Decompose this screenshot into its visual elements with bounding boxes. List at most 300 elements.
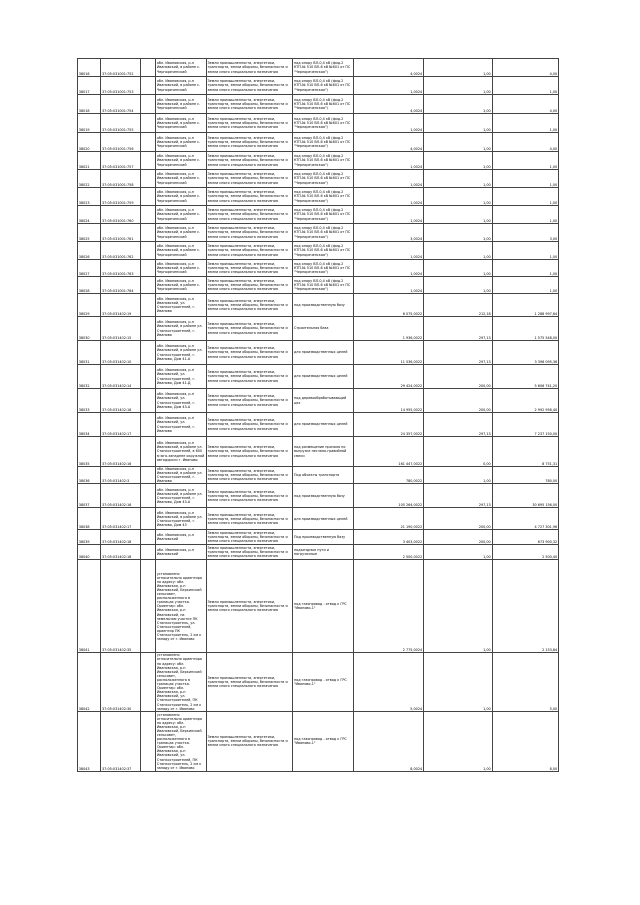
land-category-cell-text: Земли промышленности, энергетики, транспорта, земли обороны, безопасности и земли иного специального назначения	[207, 489, 288, 502]
land-category-cell	[206, 59, 292, 77]
row-index-cell	[78, 653, 101, 711]
rate-cell	[423, 508, 492, 530]
permitted-use-cell	[293, 560, 354, 653]
address-cell-text: обл. Ивановская, р-н Ивановский	[156, 533, 195, 542]
address-cell	[156, 206, 207, 224]
address-cell	[156, 653, 207, 711]
rate-cell-text: 1,00	[483, 288, 491, 293]
permitted-use-cell-text: под опору ВЛ-0,4 кВ (фид.2 КТП-№ 510 ВЛ-6 кВ №601 от ПС "Чернореченская")	[293, 278, 351, 292]
area-cell	[354, 508, 424, 530]
area-cell	[354, 77, 424, 95]
empty-cell	[141, 277, 156, 294]
rate-cell	[423, 437, 492, 467]
amount-cell-text: 2 153,84	[542, 648, 558, 653]
rate-cell-text: 297,13	[478, 335, 491, 340]
rate-cell	[423, 711, 492, 771]
permitted-use-cell-text: под производственную базу	[293, 493, 345, 498]
address-cell	[156, 114, 207, 133]
address-cell-text: обл. Ивановская, р-н Ивановский, в районе ул. Станкостроителей, г. Иваново, Дом 43	[156, 510, 203, 527]
rate-cell-text: 1,00	[483, 71, 491, 76]
land-category-cell	[206, 389, 292, 413]
cadastral-number-cell-text: 37:05:031001:757	[102, 164, 134, 169]
permitted-use-cell-text: Под объекты транспорта	[293, 473, 340, 478]
land-category-cell-text: Земли промышленности, энергетики, транспорта, земли обороны, безопасности и земли иного специального назначения	[207, 244, 288, 257]
table-row	[78, 242, 559, 260]
address-cell-text: обл. Ивановская, р-н Ивановский, в районе ул. Станкостроителей, г. Иваново, Дом 43-А	[156, 487, 203, 504]
cadastral-number-cell-text: 37:05:031001:761	[102, 236, 134, 241]
address-cell	[156, 711, 207, 771]
cadastral-number-cell	[101, 317, 141, 341]
row-index-cell-text: 38041	[78, 648, 90, 653]
amount-cell-text: 1,00	[549, 271, 558, 276]
table-row	[78, 294, 559, 317]
row-index-cell	[78, 545, 101, 560]
amount-cell-text: 1,00	[549, 288, 558, 293]
empty-cell	[141, 294, 156, 317]
address-cell	[156, 484, 207, 508]
area-cell	[354, 277, 424, 294]
area-cell-text: 24 357,0022	[400, 431, 423, 436]
rate-cell-text: 1,00	[483, 271, 491, 276]
land-category-cell-text: Земли промышленности, энергетики, транспорта, земли обороны, безопасности и земли иного специального назначения	[207, 61, 288, 74]
amount-cell-text: 8,00	[549, 766, 558, 771]
area-cell-text: 1,0024	[410, 271, 423, 276]
amount-cell-text: 4,00	[549, 108, 558, 113]
row-index-cell-text: 38028	[78, 288, 90, 293]
empty-cell	[141, 545, 156, 560]
area-cell-text: 3 403,0022	[402, 540, 423, 545]
address-cell	[156, 260, 207, 277]
rate-cell	[423, 152, 492, 170]
land-category-cell-text: Земли промышленности, энергетики, транспорта, земли обороны, безопасности и земли иного специального назначения	[207, 445, 288, 458]
cadastral-number-cell	[101, 188, 141, 206]
row-index-cell-text: 38029	[78, 311, 90, 316]
area-cell-text: 11 536,0022	[400, 359, 423, 364]
permitted-use-cell-text: под опору ВЛ-0,4 кВ (фид.2 КТП-№ 510 ВЛ-6 кВ №601 от ПС "Чернореченская")	[293, 190, 351, 203]
rate-cell-text: 200,00	[478, 525, 491, 530]
land-category-cell-text: Земли промышленности, энергетики, транспорта, земли обороны, безопасности и земли иного специального назначения	[207, 346, 288, 359]
row-index-cell	[78, 242, 101, 260]
rate-cell	[423, 59, 492, 77]
area-cell-text: 5,0024	[410, 706, 423, 711]
amount-cell	[492, 413, 559, 437]
cadastral-number-cell	[101, 437, 141, 467]
row-index-cell	[78, 277, 101, 294]
land-category-cell	[206, 277, 292, 294]
table-row	[78, 152, 559, 170]
address-cell	[156, 59, 207, 77]
land-category-cell	[206, 294, 292, 317]
address-cell	[156, 437, 207, 467]
table-row	[78, 508, 559, 530]
address-cell	[156, 277, 207, 294]
amount-cell	[492, 530, 559, 545]
permitted-use-cell	[293, 242, 354, 260]
address-cell	[156, 530, 207, 545]
address-cell	[156, 152, 207, 170]
permitted-use-cell-text: подъездные пути и погрузочные	[293, 548, 329, 557]
land-category-cell-text: Земли промышленности, энергетики, транспорта, земли обороны, безопасности и земли иного специального назначения	[207, 298, 288, 312]
rate-cell	[423, 170, 492, 188]
land-category-cell-text: Земли промышленности, энергетики, транспорта, земли обороны, безопасности и земли иного специального назначения	[207, 97, 288, 111]
permitted-use-cell	[293, 467, 354, 484]
rate-cell	[423, 530, 492, 545]
cadastral-number-cell	[101, 365, 141, 389]
land-category-cell	[206, 653, 292, 711]
permitted-use-cell-text: Строительная база	[293, 326, 329, 331]
rate-cell-text: 212,18	[478, 311, 491, 316]
cadastral-number-cell	[101, 530, 141, 545]
rate-cell	[423, 545, 492, 560]
area-cell-text: 4,0024	[410, 146, 423, 151]
cadastral-number-cell	[101, 114, 141, 133]
area-cell	[354, 365, 424, 389]
land-category-cell-text: Земли промышленности, энергетики, транспорта, земли обороны, безопасности и земли иного специального назначения	[207, 512, 288, 525]
land-category-cell	[206, 365, 292, 389]
permitted-use-cell	[293, 545, 354, 560]
area-cell-text: 4,0024	[410, 71, 423, 76]
permitted-use-cell	[293, 653, 354, 711]
area-cell	[354, 467, 424, 484]
table-row	[78, 133, 559, 152]
address-cell-text: обл. Ивановская, р-н Ивановский, ул. Станкостроителей, г. Иваново, Дом 43-А	[156, 392, 196, 409]
cadastral-number-cell-text: 37:05:031402:18	[102, 540, 132, 545]
cadastral-number-cell-text: 37:05:031001:755	[102, 127, 134, 132]
empty-cell	[141, 484, 156, 508]
address-cell-text: обл. Ивановская, р-н Ивановский, в районе с. Чернореченский	[156, 61, 201, 74]
permitted-use-cell-text: под опору ВЛ-0,4 кВ (фид.2 КТП-№ 510 ВЛ-6 кВ №601 от ПС "Чернореченская")	[293, 208, 351, 221]
row-index-cell-text: 38021	[78, 164, 90, 169]
cadastral-number-cell	[101, 508, 141, 530]
land-category-cell	[206, 95, 292, 114]
amount-cell	[492, 260, 559, 277]
permitted-use-cell-text: под опору ВЛ-0,4 кВ (фид.2 КТП-№ 510 ВЛ-6 кВ №601 от ПС "Чернореченская")	[293, 61, 351, 74]
address-cell-text: обл. Ивановская, р-н Ивановский, в районе с. Чернореченский	[156, 226, 201, 239]
row-index-cell-text: 38026	[78, 254, 90, 259]
cadastral-number-cell	[101, 545, 141, 560]
table-row	[78, 260, 559, 277]
rate-cell	[423, 277, 492, 294]
land-category-cell-text: Земли промышленности, энергетики, транспорта, земли обороны, безопасности и земли иного специального назначения	[207, 154, 288, 167]
area-cell	[354, 545, 424, 560]
table-row	[78, 437, 559, 467]
rate-cell	[423, 484, 492, 508]
amount-cell	[492, 317, 559, 341]
row-index-cell-text: 38017	[78, 89, 90, 94]
empty-cell	[141, 530, 156, 545]
permitted-use-cell	[293, 530, 354, 545]
permitted-use-cell	[293, 77, 354, 95]
row-index-cell-text: 38018	[78, 108, 90, 113]
permitted-use-cell	[293, 95, 354, 114]
rate-cell-text: 1,00	[483, 182, 491, 187]
cadastral-number-cell	[101, 242, 141, 260]
table-row	[78, 95, 559, 114]
area-cell-text: 105 264,0022	[398, 503, 423, 508]
permitted-use-cell	[293, 170, 354, 188]
amount-cell	[492, 467, 559, 484]
area-cell-text: 3,0024	[410, 236, 423, 241]
address-cell	[156, 560, 207, 653]
amount-cell-text: 1,00	[549, 200, 558, 205]
empty-cell	[141, 242, 156, 260]
row-index-cell	[78, 508, 101, 530]
amount-cell-text: 4 727 301,96	[534, 525, 558, 530]
permitted-use-cell	[293, 260, 354, 277]
rate-cell	[423, 206, 492, 224]
rate-cell-text: 1,00	[483, 89, 491, 94]
area-cell-text: 1,0024	[410, 254, 423, 259]
address-cell-text: установлено относительно ориентира по адресу: обл. Ивановская, р-н Ивановский, Беркинский сельсовет, расположенного в границах участка. Ориентир: обл. Ивановская, р-н Ивановский, ул. Станкостроителей, ПК Станкостроитель, 2 км к западу от г. Иваново	[156, 653, 202, 711]
empty-cell	[141, 224, 156, 242]
amount-cell-text: 2 500,40	[542, 555, 558, 560]
table-row	[78, 188, 559, 206]
amount-cell	[492, 170, 559, 188]
area-cell	[354, 389, 424, 413]
amount-cell	[492, 545, 559, 560]
permitted-use-cell-text: для производственных целей	[293, 350, 348, 355]
amount-cell	[492, 206, 559, 224]
cadastral-number-cell-text: 37:05:031001:760	[102, 218, 134, 223]
permitted-use-cell	[293, 711, 354, 771]
rate-cell	[423, 95, 492, 114]
row-index-cell-text: 38031	[78, 359, 90, 364]
land-category-cell-text: Земли промышленности, энергетики, транспорта, земли обороны, безопасности и земли иного специального назначения	[207, 370, 288, 383]
address-cell-text: обл. Ивановская, р-н Ивановский, в районе с. Чернореченский	[156, 208, 201, 221]
address-cell	[156, 467, 207, 484]
amount-cell-text: 30 695 156,00	[532, 503, 558, 508]
rate-cell	[423, 224, 492, 242]
amount-cell-text: 5,00	[549, 706, 558, 711]
empty-cell	[141, 467, 156, 484]
land-category-cell-text: Земли промышленности, энергетики, транспорта, земли обороны, безопасности и земли иного специального назначения	[207, 135, 288, 149]
empty-cell	[141, 317, 156, 341]
address-cell	[156, 133, 207, 152]
area-cell	[354, 437, 424, 467]
cadastral-number-cell-text: 37:05:031402:3	[102, 479, 130, 484]
amount-cell	[492, 508, 559, 530]
row-index-cell	[78, 467, 101, 484]
land-category-cell-text: Земли промышленности, энергетики, транспорта, земли обороны, безопасности и земли иного специального назначения	[207, 172, 288, 185]
amount-cell	[492, 114, 559, 133]
cadastral-number-cell-text: 37:05:031402:16	[102, 407, 132, 412]
land-category-cell-text: Земли промышленности, энергетики, транспорта, земли обороны, безопасности и земли иного специального назначения	[207, 546, 288, 559]
rate-cell-text: 200,00	[478, 407, 491, 412]
address-cell-text: обл. Ивановская, р-н Ивановский, ул. Станкостроителей, г. Иваново	[156, 416, 196, 433]
area-cell	[354, 188, 424, 206]
table-row	[78, 365, 559, 389]
permitted-use-cell-text: для производственных целей	[293, 374, 348, 379]
land-plots-table	[77, 58, 559, 772]
cadastral-number-cell	[101, 206, 141, 224]
row-index-cell-text: 38022	[78, 182, 90, 187]
row-index-cell-text: 38043	[78, 766, 90, 771]
empty-cell	[141, 711, 156, 771]
permitted-use-cell	[293, 389, 354, 413]
permitted-use-cell	[293, 59, 354, 77]
permitted-use-cell-text: под газопровод - отвод к ГРС "Иваново-1"	[293, 737, 347, 746]
area-cell	[354, 260, 424, 277]
land-category-cell-text: Земли промышленности, энергетики, транспорта, земли обороны, безопасности и земли иного специального назначения	[207, 190, 288, 203]
area-cell-text: 2 775,0024	[402, 648, 423, 653]
table-row	[78, 545, 559, 560]
amount-cell-text: 8 751,31	[542, 461, 558, 466]
amount-cell-text: 1,00	[549, 127, 558, 132]
cadastral-number-cell	[101, 560, 141, 653]
land-category-cell	[206, 413, 292, 437]
table-row	[78, 277, 559, 294]
permitted-use-cell	[293, 365, 354, 389]
cadastral-number-cell-text: 37:05:031001:752	[102, 71, 134, 76]
cadastral-number-cell	[101, 484, 141, 508]
rate-cell	[423, 114, 492, 133]
area-cell	[354, 95, 424, 114]
amount-cell-text: 780,00	[545, 479, 558, 484]
address-cell-text: обл. Ивановская, р-н Ивановский, в районе с. Чернореченский	[156, 278, 201, 292]
land-category-cell	[206, 317, 292, 341]
amount-cell	[492, 711, 559, 771]
land-category-cell-text: Земли промышленности, энергетики, транспорта, земли обороны, безопасности и земли иного специального назначения	[207, 116, 288, 130]
address-cell-text: обл. Ивановская, р-н Ивановский, в районе с. Чернореченский	[156, 172, 201, 185]
address-cell	[156, 77, 207, 95]
row-index-cell-text: 38040	[78, 555, 90, 560]
amount-cell	[492, 294, 559, 317]
rate-cell-text: 1,00	[483, 479, 491, 484]
table-row	[78, 653, 559, 711]
rate-cell	[423, 242, 492, 260]
cadastral-number-cell	[101, 77, 141, 95]
address-cell-text: обл. Ивановская, р-н Ивановский, в районе с. Чернореченский	[156, 79, 201, 92]
address-cell	[156, 95, 207, 114]
row-index-cell-text: 38039	[78, 540, 90, 545]
address-cell	[156, 341, 207, 365]
rate-cell	[423, 77, 492, 95]
permitted-use-cell-text: для производственных целей	[293, 422, 348, 427]
row-index-cell-text: 38033	[78, 407, 90, 412]
row-index-cell-text: 38019	[78, 127, 90, 132]
amount-cell	[492, 365, 559, 389]
permitted-use-cell-text: под опору ВЛ-0,4 кВ (фид.2 КТП-№ 510 ВЛ-6 кВ №601 от ПС "Чернореченская")	[293, 97, 351, 111]
amount-cell	[492, 560, 559, 653]
rate-cell	[423, 467, 492, 484]
amount-cell-text: 673 900,32	[537, 540, 558, 545]
rate-cell	[423, 413, 492, 437]
row-index-cell-text: 38030	[78, 335, 90, 340]
row-index-cell	[78, 365, 101, 389]
land-category-cell-text: Земли промышленности, энергетики, транспорта, земли обороны, безопасности и земли иного специального назначения	[207, 469, 288, 482]
rate-cell-text: 1,00	[483, 218, 491, 223]
row-index-cell	[78, 59, 101, 77]
rate-cell-text: 297,13	[478, 431, 491, 436]
cadastral-number-cell-text: 37:05:031402:16	[102, 503, 132, 508]
amount-cell-text: 1 575 548,00	[534, 335, 558, 340]
area-cell	[354, 413, 424, 437]
land-category-cell	[206, 242, 292, 260]
permitted-use-cell	[293, 188, 354, 206]
area-cell-text: 1,0024	[410, 164, 423, 169]
permitted-use-cell-text: под деревообрабатывающий цех	[293, 396, 347, 405]
cadastral-number-cell	[101, 95, 141, 114]
land-category-cell-text: Земли промышленности, энергетики, транспорта, земли обороны, безопасности и земли иного специального назначения	[207, 418, 288, 431]
table-row	[78, 560, 559, 653]
land-category-cell-text: Земли промышленности, энергетики, транспорта, земли обороны, безопасности и земли иного специального назначения	[207, 675, 288, 689]
area-cell	[354, 484, 424, 508]
area-cell-text: 21 190,0022	[400, 525, 423, 530]
amount-cell-text: 1,00	[549, 89, 558, 94]
area-cell-text: 29 424,0022	[400, 383, 423, 388]
table-row	[78, 317, 559, 341]
rate-cell	[423, 260, 492, 277]
cadastral-number-cell-text: 37:05:031402:16	[102, 461, 132, 466]
empty-cell	[141, 413, 156, 437]
land-category-cell-text: Земли промышленности, энергетики, транспорта, земли обороны, безопасности и земли иного специального назначения	[207, 735, 288, 748]
area-cell-text: 161 447,0022	[398, 461, 423, 466]
rate-cell	[423, 365, 492, 389]
cadastral-number-cell-text: 37:05:031402:17	[102, 431, 132, 436]
land-category-cell-text: Земли промышленности, энергетики, транспорта, земли обороны, безопасности и земли иного специального назначения	[207, 394, 288, 407]
empty-cell	[141, 560, 156, 653]
empty-cell	[141, 188, 156, 206]
permitted-use-cell-text: под опору ВЛ-0,4 кВ (фид.2 КТП-№ 510 ВЛ-6 кВ №601 от ПС "Чернореченская")	[293, 116, 351, 130]
area-cell	[354, 294, 424, 317]
amount-cell-text: 4,00	[549, 71, 558, 76]
permitted-use-cell	[293, 437, 354, 467]
rate-cell-text: 1,00	[483, 127, 491, 132]
row-index-cell	[78, 294, 101, 317]
land-category-cell	[206, 484, 292, 508]
row-index-cell	[78, 170, 101, 188]
rate-cell-text: 1,00	[483, 648, 491, 653]
address-cell-text: обл. Ивановская, р-н Ивановский, в районе ул. Станкостроителей, г. Иваново	[156, 467, 203, 484]
table-row	[78, 389, 559, 413]
amount-cell	[492, 133, 559, 152]
address-cell-text: обл. Ивановская, р-н Ивановский, ул. Станкостроителей, г. Иваново	[156, 296, 196, 314]
permitted-use-cell	[293, 277, 354, 294]
amount-cell	[492, 95, 559, 114]
land-category-cell	[206, 133, 292, 152]
area-cell-text: 1,0024	[410, 218, 423, 223]
cadastral-number-cell	[101, 170, 141, 188]
empty-cell	[141, 508, 156, 530]
land-category-cell	[206, 260, 292, 277]
row-index-cell	[78, 389, 101, 413]
address-cell-text: обл. Ивановская, р-н Ивановский, в районе с. Чернореченский	[156, 97, 201, 111]
amount-cell-text: 7 237 150,00	[534, 431, 558, 436]
table-row	[78, 341, 559, 365]
address-cell	[156, 545, 207, 560]
land-category-cell-text: Земли промышленности, энергетики, транспорта, земли обороны, безопасности и земли иного специального назначения	[207, 600, 288, 613]
permitted-use-cell-text: под производственную базу	[293, 302, 345, 307]
permitted-use-cell	[293, 206, 354, 224]
rate-cell	[423, 341, 492, 365]
address-cell	[156, 365, 207, 389]
area-cell-text: 1,0024	[410, 89, 423, 94]
cadastral-number-cell-text: 37:05:031402:37	[102, 766, 132, 771]
land-category-cell	[206, 545, 292, 560]
cadastral-number-cell-text: 37:05:031001:754	[102, 108, 134, 113]
rate-cell	[423, 317, 492, 341]
table-row	[78, 467, 559, 484]
amount-cell	[492, 341, 559, 365]
row-index-cell	[78, 317, 101, 341]
empty-cell	[141, 133, 156, 152]
cadastral-number-cell	[101, 224, 141, 242]
address-cell-text: обл. Ивановская, р-н Ивановский, в районе с. Чернореченский	[156, 116, 201, 130]
rate-cell-text: 1,00	[483, 108, 491, 113]
empty-cell	[141, 437, 156, 467]
row-index-cell-text: 38034	[78, 431, 90, 436]
table-row	[78, 224, 559, 242]
